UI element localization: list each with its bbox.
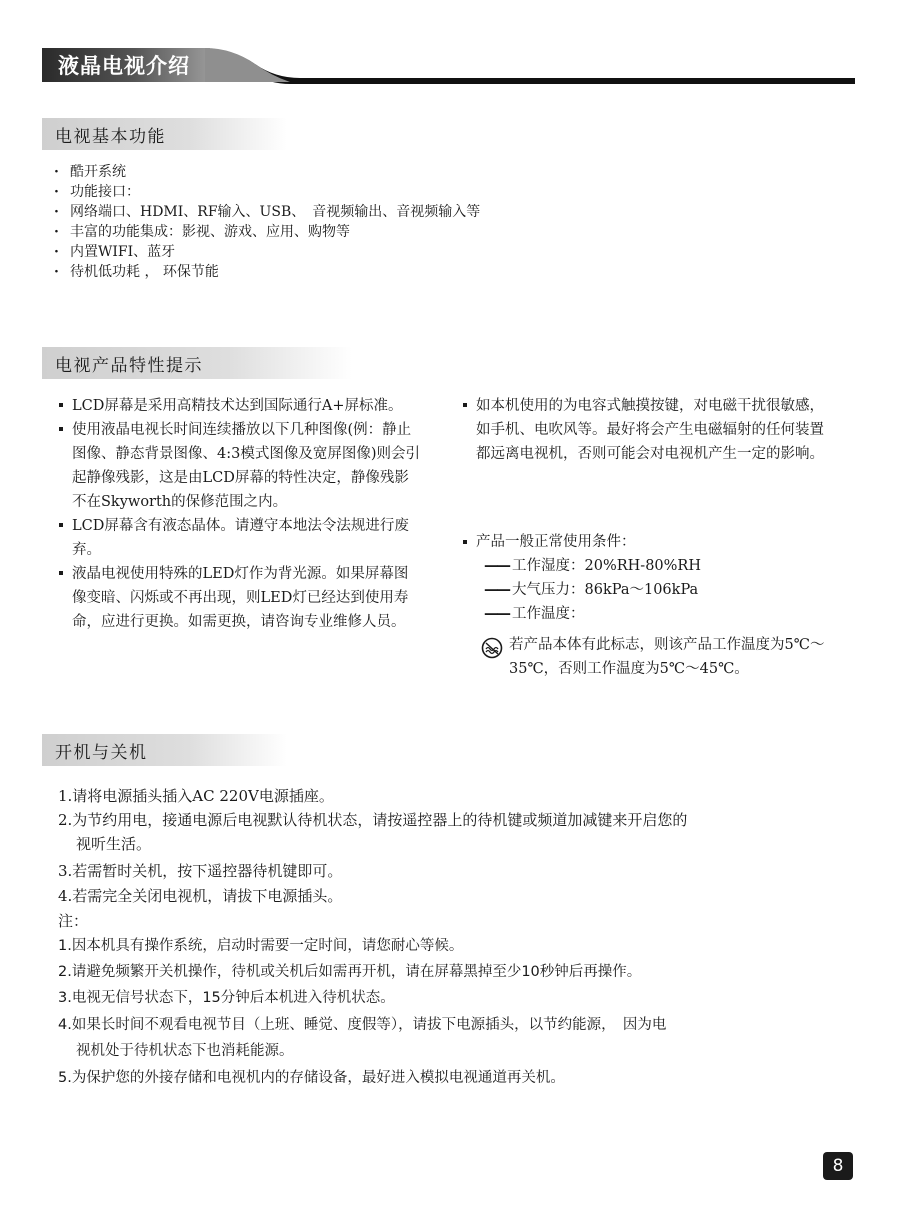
dash-mark: —— [484, 606, 509, 622]
temperature-mark-icon [481, 637, 503, 659]
section-heading-basic [42, 118, 287, 150]
list-item: · 酷开系统 [52, 162, 480, 182]
section-heading-features [42, 347, 352, 379]
note-item: 5.为保护您的外接存储和电视机内的存储设备，最好进入模拟电视通道再关机。 [58, 1070, 565, 1086]
list-item: · 网络端口、HDMI、RF输入、USB、 音视频输出、音视频输入等 [52, 202, 480, 222]
temperature-note: 若产品本体有此标志，则该产品工作温度为5℃～35℃，否则工作温度为5℃～45℃。 [509, 637, 825, 677]
list-item: 使用液晶电视长时间连续播放以下几种图像(例：静止图像、静态背景图像、4:3模式图像及宽屏图像)则会引起静像残影，这是由LCD屏幕的特性决定，静像残影不在Skyworth的保修范围之内。 [56, 418, 421, 514]
note-item: 2.请避免频繁开关机操作，待机或关机后如需再开机，请在屏幕黑掉至少10秒钟后再操作。 [58, 964, 642, 980]
condition-temperature [484, 602, 585, 626]
section-heading-power [42, 734, 287, 766]
power-step: 1.请将电源插头插入AC 220V电源插座。 [58, 787, 334, 805]
list-item: · 内置WIFI、蓝牙 [52, 242, 480, 262]
dash-mark: —— [484, 582, 509, 598]
features-left-list [56, 394, 421, 634]
condition-humidity [484, 554, 701, 578]
condition-text: 大气压力：86kPa～106kPa [512, 582, 699, 598]
section-title-power: 开机与关机 [55, 743, 148, 763]
power-step: 4.若需完全关闭电视机，请拔下电源插头。 [58, 887, 343, 905]
note-item: 3.电视无信号状态下，15分钟后本机进入待机状态。 [58, 990, 395, 1006]
section-title-features: 电视产品特性提示 [55, 356, 203, 376]
power-step: 3.若需暂时关机，按下遥控器待机键即可。 [58, 862, 343, 880]
condition-pressure [484, 578, 698, 602]
page-title: 液晶电视介绍 [58, 54, 190, 78]
conditions-title: 产品一般正常使用条件： [460, 530, 636, 554]
features-right-list [460, 394, 832, 466]
dash-mark: —— [484, 558, 509, 574]
list-item: · 功能接口： [52, 182, 480, 202]
condition-text: 工作湿度：20%RH-80%RH [512, 558, 701, 574]
section-title-basic: 电视基本功能 [55, 127, 166, 147]
list-item: LCD屏幕是采用高精技术达到国际通行A+屏标准。 [56, 394, 421, 418]
note-item: 4.如果长时间不观看电视节目（上班、睡觉、度假等），请拔下电源插头，以节约能源， 因为电 [58, 1017, 667, 1033]
basic-features-list [52, 162, 480, 282]
note-item: 1.因本机具有操作系统，启动时需要一定时间，请您耐心等候。 [58, 938, 464, 954]
list-item: · 待机低功耗 ， 环保节能 [52, 262, 480, 282]
power-step-continued: 视听生活。 [76, 835, 152, 853]
power-step: 2.为节约用电，接通电源后电视默认待机状态，请按遥控器上的待机键或频道加减键来开启您的 [58, 811, 688, 829]
list-item: 液晶电视使用特殊的LED灯作为背光源。如果屏幕图像变暗、闪烁或不再出现，则LED灯已经达到使用寿命，应进行更换。如需更换，请咨询专业维修人员。 [56, 562, 421, 634]
list-item: 如本机使用的为电容式触摸按键，对电磁干扰很敏感，如手机、电吹风等。最好将会产生电磁辐射的任何装置都远离电视机，否则可能会对电视机产生一定的影响。 [460, 394, 832, 466]
list-item: · 丰富的功能集成：影视、游戏、应用、购物等 [52, 222, 480, 242]
note-item-continued: 视机处于待机状态下也消耗能源。 [76, 1043, 294, 1059]
note-label: 注： [58, 912, 89, 930]
page-number: 8 [823, 1152, 853, 1180]
condition-text: 工作温度： [512, 606, 585, 622]
list-item: LCD屏幕含有液态晶体。请遵守本地法令法规进行废弃。 [56, 514, 421, 562]
